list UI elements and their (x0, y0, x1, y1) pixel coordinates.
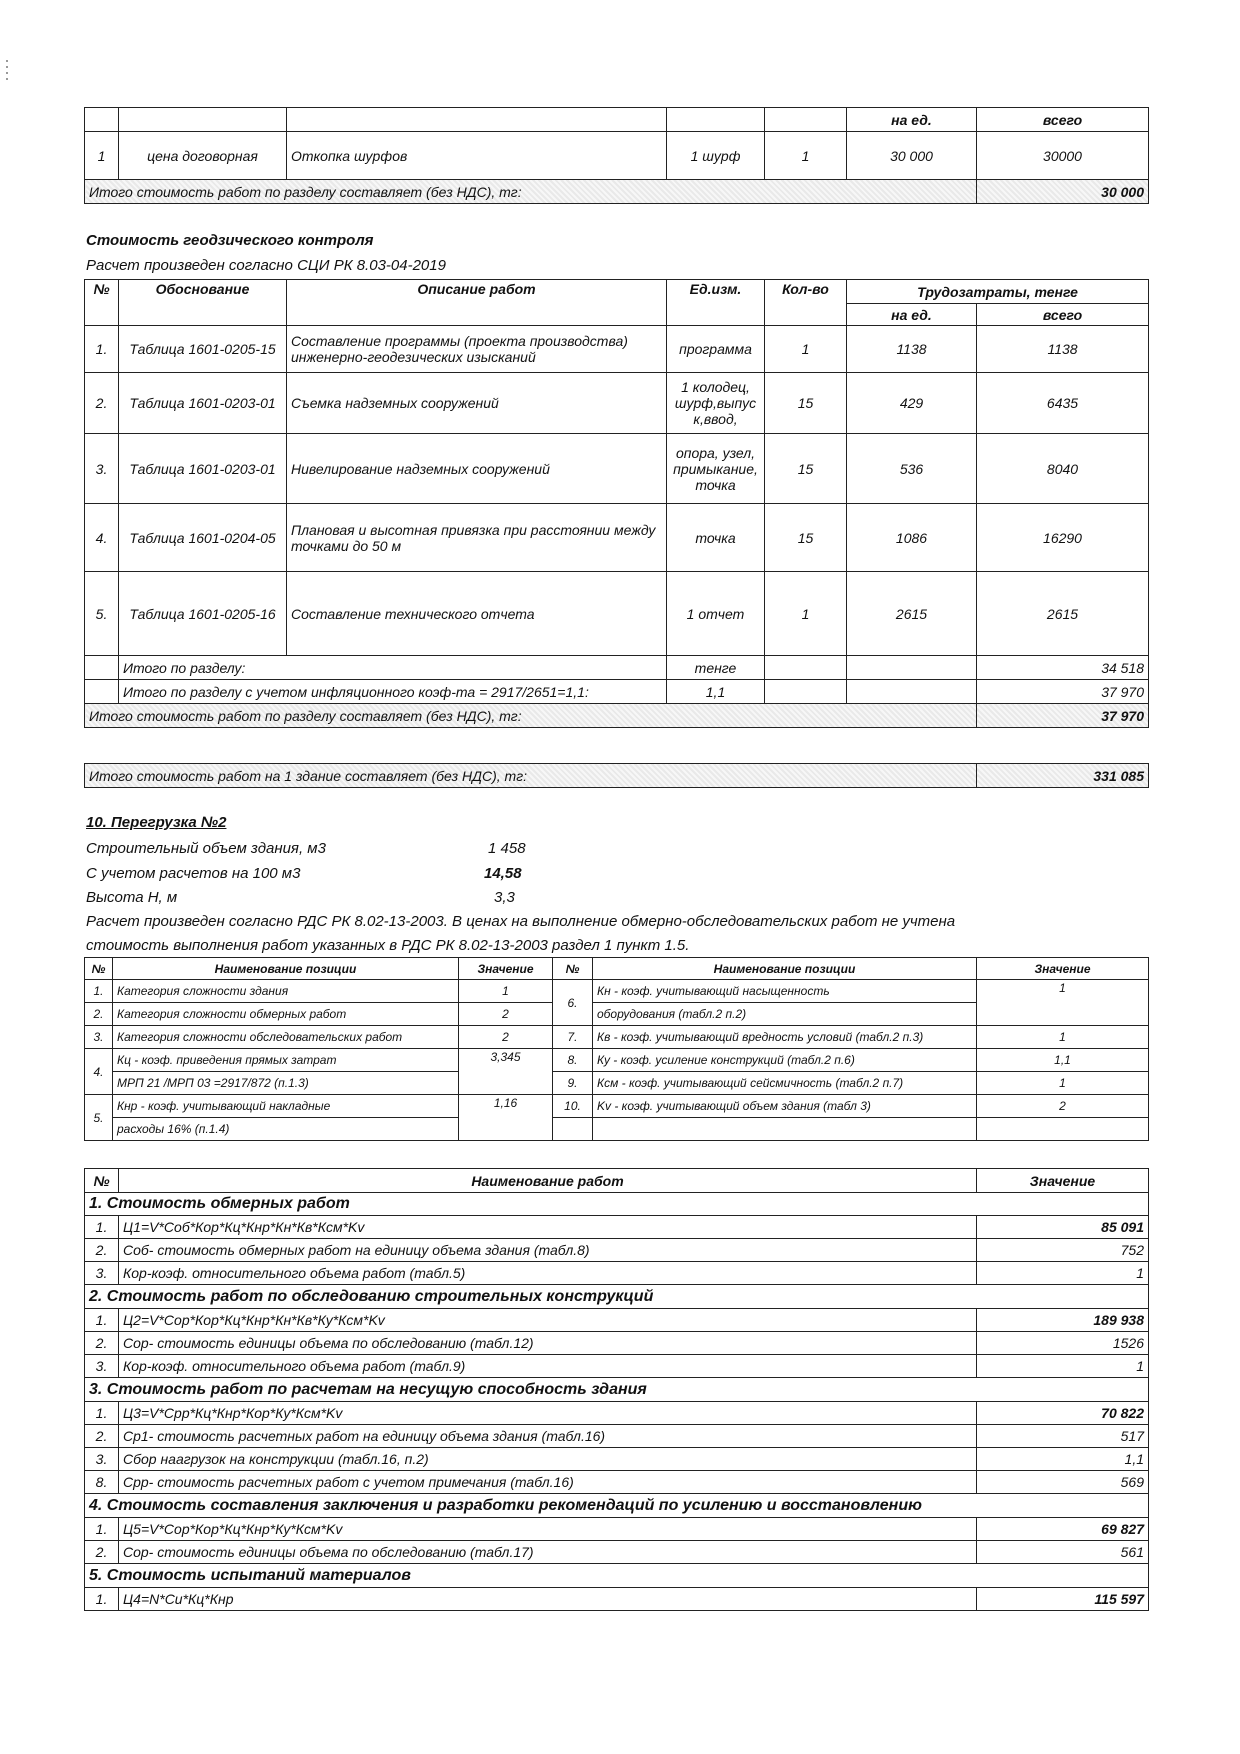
row-qty: 15 (765, 504, 847, 572)
row-name: МРП 21 /МРП 03 =2917/872 (п.1.3) (113, 1072, 459, 1095)
row-per-unit: 2615 (847, 572, 977, 656)
row-name: Ц2=V*Сор*Кор*Кц*Кнр*Кн*Кв*Ку*Ксм*Kv (119, 1309, 977, 1332)
works-table (84, 1168, 1149, 1611)
row-number: 1. (85, 1216, 119, 1239)
header-value: Значение (977, 958, 1149, 980)
row-value: 1 (459, 980, 553, 1003)
row-qty: 15 (765, 373, 847, 434)
header-number: № (85, 1169, 119, 1193)
row-name: Ц5=V*Сор*Кор*Кц*Кнр*Ку*Ксм*Kv (119, 1518, 977, 1541)
row-total: 30000 (977, 132, 1149, 180)
table-row (85, 504, 1149, 572)
table-row (85, 1402, 1149, 1425)
works-section-title: 4. Стоимость составления заключения и разработки рекомендаций по усилению и восстановлению (85, 1494, 1149, 1518)
row-number: 8. (553, 1049, 593, 1072)
row-unit: точка (667, 504, 765, 572)
row-total: 6435 (977, 373, 1149, 434)
row-unit: 1 отчет (667, 572, 765, 656)
row-value: 1,1 (977, 1448, 1149, 1471)
inflation-value: 37 970 (977, 680, 1149, 704)
section-10-title: 10. Перегрузка №2 (86, 814, 227, 831)
row-name: Соб- стоимость обмерных работ на единицу объема здания (табл.8) (119, 1239, 977, 1262)
row-name: Кц - коэф. приведения прямых затрат (113, 1049, 459, 1072)
row-value: 1 (977, 1262, 1149, 1285)
row-value: 85 091 (977, 1216, 1149, 1239)
row-value: 561 (977, 1541, 1149, 1564)
row-unit: 1 шурф (667, 132, 765, 180)
works-section-title: 2. Стоимость работ по обследованию строительных конструкций (85, 1285, 1149, 1309)
row-qty: 15 (765, 434, 847, 504)
row-basis: Таблица 1601-0203-01 (119, 373, 287, 434)
row-number: 1 (85, 132, 119, 180)
row-description: Составление технического отчета (287, 572, 667, 656)
row-unit: 1 колодец, шурф,выпус к,ввод, (667, 373, 765, 434)
inflation-coef: 1,1 (667, 680, 765, 704)
row-total: 16290 (977, 504, 1149, 572)
param-per100-label: С учетом расчетов на 100 м3 (86, 865, 301, 882)
row-value: 1,1 (977, 1049, 1149, 1072)
row-name: Сор- стоимость единицы объема по обследованию (табл.12) (119, 1332, 977, 1355)
row-number: 3. (85, 1448, 119, 1471)
geodetic-table (84, 279, 1149, 728)
row-per-unit: 30 000 (847, 132, 977, 180)
table-row (85, 1332, 1149, 1355)
row-basis: Таблица 1601-0205-16 (119, 572, 287, 656)
row-name: Сбор наагрузок на конструкции (табл.16, п.2) (119, 1448, 977, 1471)
geodetic-title: Стоимость геодзического контроля (86, 232, 374, 249)
row-number: 1. (85, 980, 113, 1003)
earthworks-table (84, 107, 1149, 204)
section-summary-value: 37 970 (977, 704, 1149, 728)
inflation-label: Итого по разделу с учетом инфляционного коэф-та = 2917/2651=1,1: (119, 680, 667, 704)
geodetic-subtitle: Расчет произведен согласно СЦИ РК 8.03-04-2019 (86, 257, 446, 274)
row-name: Кн - коэф. учитывающий насыщенность (593, 980, 977, 1003)
row-value: 569 (977, 1471, 1149, 1494)
row-number: 4. (85, 1049, 113, 1095)
row-value: 69 827 (977, 1518, 1149, 1541)
row-number: 2. (85, 373, 119, 434)
header-value: Значение (459, 958, 553, 980)
header-name: Наименование работ (119, 1169, 977, 1193)
table-row (85, 1355, 1149, 1378)
row-number: 9. (553, 1072, 593, 1095)
row-number: 1. (85, 1518, 119, 1541)
header-unit: Ед.изм. (667, 280, 765, 326)
row-basis: цена договорная (119, 132, 287, 180)
row-name: Кор-коэф. относительного объема работ (табл.9) (119, 1355, 977, 1378)
row-number: 1. (85, 1309, 119, 1332)
row-value: 1,16 (459, 1095, 553, 1141)
row-number: 6. (553, 980, 593, 1026)
row-name: Категория сложности обмерных работ (113, 1003, 459, 1026)
row-name: Сор- стоимость единицы объема по обследованию (табл.17) (119, 1541, 977, 1564)
works-section-title: 1. Стоимость обмерных работ (85, 1193, 1149, 1216)
table-row (85, 1239, 1149, 1262)
section-summary-value: 30 000 (977, 180, 1149, 204)
row-name: Ср1- стоимость расчетных работ на единицу объема здания (табл.16) (119, 1425, 977, 1448)
row-value: 2 (459, 1026, 553, 1049)
row-total: 8040 (977, 434, 1149, 504)
row-per-unit: 536 (847, 434, 977, 504)
row-value: 1 (977, 1072, 1149, 1095)
row-name: Ксм - коэф. учитывающий сейсмичность (табл.2 п.7) (593, 1072, 977, 1095)
header-name: Наименование позиции (593, 958, 977, 980)
row-number: 4. (85, 504, 119, 572)
row-number: 3. (85, 1262, 119, 1285)
row-total: 2615 (977, 572, 1149, 656)
header-name: Наименование позиции (113, 958, 459, 980)
row-number: 1. (85, 1402, 119, 1425)
table-row (85, 1262, 1149, 1285)
row-value: 1 (977, 980, 1149, 1026)
row-number: 3. (85, 1026, 113, 1049)
header-total: всего (977, 108, 1149, 132)
row-number: 5. (85, 1095, 113, 1141)
row-number: 2. (85, 1541, 119, 1564)
row-number: 1. (85, 326, 119, 373)
row-per-unit: 1086 (847, 504, 977, 572)
header-number: № (553, 958, 593, 980)
param-height-label: Высота Н, м (86, 889, 178, 906)
row-value: 115 597 (977, 1588, 1149, 1611)
row-value: 2 (977, 1095, 1149, 1118)
header-description: Описание работ (287, 280, 667, 326)
table-row (85, 373, 1149, 434)
calc-note-line-1: Расчет произведен согласно РДС РК 8.02-13-2003. В ценах на выполнение обмерно-обследовательских работ не учтена (86, 913, 956, 930)
row-value: 1 (977, 1355, 1149, 1378)
param-height-value: 3,3 (494, 889, 515, 906)
table-row (85, 1425, 1149, 1448)
row-name: оборудования (табл.2 п.2) (593, 1003, 977, 1026)
row-name: Срр- стоимость расчетных работ с учетом примечания (табл.16) (119, 1471, 977, 1494)
row-name: Ку - коэф. усиление конструкций (табл.2 п.6) (593, 1049, 977, 1072)
row-number: 3. (85, 1355, 119, 1378)
row-number: 2. (85, 1425, 119, 1448)
row-name: расходы 16% (п.1.4) (113, 1118, 459, 1141)
row-number: 7. (553, 1026, 593, 1049)
row-basis: Таблица 1601-0203-01 (119, 434, 287, 504)
header-per-unit: на ед. (847, 108, 977, 132)
row-value: 3,345 (459, 1049, 553, 1095)
header-basis: Обоснование (119, 280, 287, 326)
building-total-table (84, 763, 1149, 788)
row-qty: 1 (765, 132, 847, 180)
param-per100-value: 14,58 (484, 865, 522, 882)
row-name: Кнр - коэф. учитывающий накладные (113, 1095, 459, 1118)
row-number: 2. (85, 1332, 119, 1355)
row-number: 3. (85, 434, 119, 504)
row-name: Ц3=V*Срр*Кц*Кнр*Кор*Ку*Ксм*Kv (119, 1402, 977, 1425)
subtotal-label: Итого по разделу: (119, 656, 667, 680)
calc-note-line-2: стоимость выполнения работ указанных в РДС РК 8.02-13-2003 раздел 1 пункт 1.5. (86, 937, 690, 954)
row-number: 8. (85, 1471, 119, 1494)
building-total-value: 331 085 (977, 764, 1149, 788)
row-value: 1526 (977, 1332, 1149, 1355)
row-description: Плановая и высотная привязка при расстоянии между точками до 50 м (287, 504, 667, 572)
row-unit: опора, узел, примыкание, точка (667, 434, 765, 504)
table-row (85, 1216, 1149, 1239)
row-name: Категория сложности здания (113, 980, 459, 1003)
row-name: Кор-коэф. относительного объема работ (табл.5) (119, 1262, 977, 1285)
row-description: Нивелирование надземных сооружений (287, 434, 667, 504)
row-description: Откопка шурфов (287, 132, 667, 180)
inflation-row (85, 680, 1149, 704)
row-number: 1. (85, 1588, 119, 1611)
param-volume-label: Строительный объем здания, м3 (86, 840, 326, 857)
row-value: 2 (459, 1003, 553, 1026)
row-total: 1138 (977, 326, 1149, 373)
row-description: Съемка надземных сооружений (287, 373, 667, 434)
row-unit: программа (667, 326, 765, 373)
header-total: всего (977, 304, 1149, 326)
coefficients-table (84, 957, 1149, 1141)
subtotal-value: 34 518 (977, 656, 1149, 680)
row-basis: Таблица 1601-0205-15 (119, 326, 287, 373)
section-summary-label: Итого стоимость работ по разделу составляет (без НДС), тг: (85, 180, 977, 204)
row-per-unit: 429 (847, 373, 977, 434)
table-row (85, 1448, 1149, 1471)
row-value: 1 (977, 1026, 1149, 1049)
building-total-label: Итого стоимость работ на 1 здание составляет (без НДС), тг: (85, 764, 977, 788)
row-value: 70 822 (977, 1402, 1149, 1425)
works-section-title: 3. Стоимость работ по расчетам на несущую способность здания (85, 1378, 1149, 1402)
row-name: Ц4=N*Си*Кц*Кнр (119, 1588, 977, 1611)
row-number: 10. (553, 1095, 593, 1118)
table-row (85, 1541, 1149, 1564)
row-value: 189 938 (977, 1309, 1149, 1332)
subtotal-unit: тенге (667, 656, 765, 680)
scan-artifact (6, 60, 8, 82)
row-per-unit: 1138 (847, 326, 977, 373)
param-volume-value: 1 458 (488, 840, 526, 857)
row-name: Kv - коэф. учитывающий объем здания (табл 3) (593, 1095, 977, 1118)
header-number: № (85, 280, 119, 326)
header-per-unit: на ед. (847, 304, 977, 326)
row-value: 517 (977, 1425, 1149, 1448)
works-section-title: 5. Стоимость испытаний материалов (85, 1564, 1149, 1588)
table-row (85, 572, 1149, 656)
row-qty: 1 (765, 326, 847, 373)
table-row (85, 1518, 1149, 1541)
row-value: 752 (977, 1239, 1149, 1262)
header-labor: Трудозатраты, тенге (847, 280, 1149, 304)
table-row (85, 326, 1149, 373)
row-number: 2. (85, 1239, 119, 1262)
header-number: № (85, 958, 113, 980)
table-row (85, 1588, 1149, 1611)
row-qty: 1 (765, 572, 847, 656)
table-row (85, 434, 1149, 504)
row-description: Составление программы (проекта производства) инженерно-геодезических изысканий (287, 326, 667, 373)
section-summary-label: Итого стоимость работ по разделу составляет (без НДС), тг: (85, 704, 977, 728)
row-number: 5. (85, 572, 119, 656)
table-row (85, 1471, 1149, 1494)
row-basis: Таблица 1601-0204-05 (119, 504, 287, 572)
row-name: Ц1=V*Соб*Кор*Кц*Кнр*Кн*Кв*Ксм*Kv (119, 1216, 977, 1239)
header-value: Значение (977, 1169, 1149, 1193)
summary-row (85, 704, 1149, 728)
table-row (85, 1309, 1149, 1332)
row-name: Категория сложности обследовательских работ (113, 1026, 459, 1049)
row-number: 2. (85, 1003, 113, 1026)
subtotal-row (85, 656, 1149, 680)
header-qty: Кол-во (765, 280, 847, 326)
row-name: Кв - коэф. учитывающий вредность условий (табл.2 п.3) (593, 1026, 977, 1049)
